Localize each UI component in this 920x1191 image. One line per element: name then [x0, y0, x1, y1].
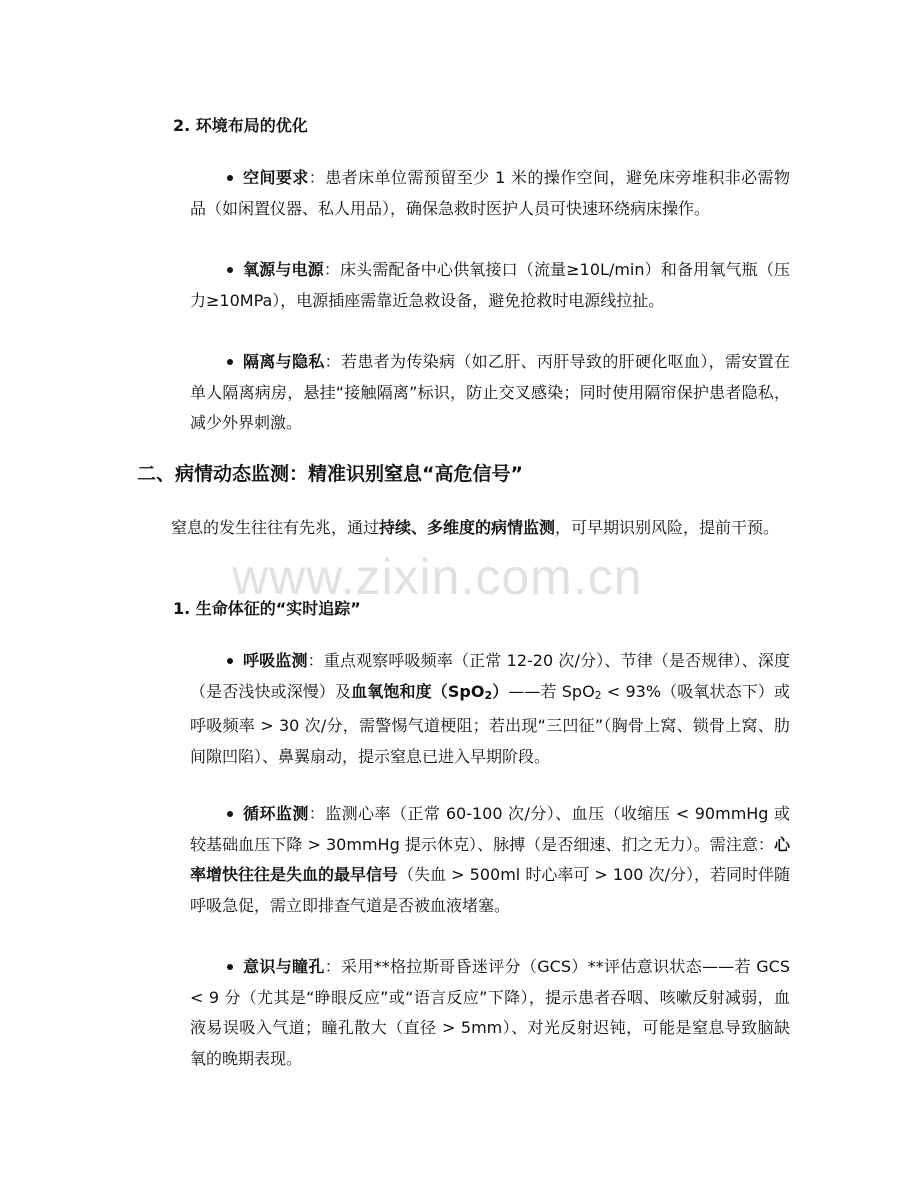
item-text: ：若患者为传染病（如乙肝、丙肝导致的肝硬化呕血），需安置在单人隔离病房，悬挂“接触隔离”标识，防止交叉感染；同时使用隔帘保护患者隐私，减少外界刺激。 — [190, 352, 790, 432]
subscript: 2 — [594, 688, 602, 702]
bullet-icon — [227, 811, 233, 817]
item-label: 呼吸监测 — [243, 651, 308, 670]
item-text: （失血 > 500ml 时心率可 > 100 次/分），若同时伴随呼吸急促，需立即排查气道是否被血液堵塞。 — [190, 865, 790, 915]
list-item — [190, 255, 790, 316]
list-item — [190, 347, 790, 439]
list-item — [190, 799, 790, 921]
item-label: 意识与瞳孔 — [243, 957, 325, 976]
item-text: ：患者床单位需预留至少 1 米的操作空间，避免床旁堆积非必需物品（如闲置仪器、私人用品），确保急救时医护人员可快速环绕病床操作。 — [190, 168, 790, 218]
item-bold: 心率增快往往是失血的最早信号 — [190, 834, 790, 884]
item-text: ——若 SpO — [508, 681, 595, 701]
intro-paragraph — [137, 513, 788, 544]
list-item — [190, 646, 790, 772]
list-item — [190, 952, 790, 1074]
section-title: 二、病情动态监测：精准识别窒息“高危信号” — [137, 463, 523, 485]
bullet-icon — [227, 175, 233, 181]
bullet-icon — [227, 267, 233, 273]
intro-text: 窒息的发生往往有先兆，通过 — [171, 518, 380, 537]
list-item — [190, 163, 790, 224]
bullet-icon — [227, 658, 233, 664]
item-label: 氧源与电源 — [243, 260, 324, 279]
intro-bold: 持续、多维度的病情监测 — [379, 518, 556, 537]
intro-text-end: ，可早期识别风险，提前干预。 — [555, 518, 780, 537]
item-text: ：采用**格拉斯哥昏迷评分（GCS）**评估意识状态——若 GCS < 9 分（尤其是“睁眼反应”或“语言反应”下降），提示患者吞咽、咳嗽反射减弱，血液易误吸入气道；瞳孔散大（直径 > 5mm）、对光反射迟钝，可能是窒息导致脑缺氧的晚期表现。 — [190, 957, 790, 1068]
item-label: 循环监测 — [243, 804, 309, 823]
watermark: www.zixin.com.cn — [232, 549, 643, 605]
bullet-icon — [227, 359, 233, 365]
item-label: 隔离与隐私 — [243, 352, 325, 371]
item-text: ：床头需配备中心供氧接口（流量≥10L/min）和备用氧气瓶（压力≥10MPa），电源插座需靠近急救设备，避免抢救时电源线拉扯。 — [190, 260, 790, 310]
item-label: 空间要求 — [243, 168, 309, 187]
item-text: ：重点观察呼吸频率（正常 12-20 次/分）、节律（是否规律）、深度（是否浅快或深慢）及 — [190, 651, 790, 701]
item-text: < 93%（吸氧状态下）或呼吸频率 > 30 次/分，需警惕气道梗阻；若出现“三凹征”（胸骨上窝、锁骨上窝、肋间隙凹陷）、鼻翼扇动，提示窒息已进入早期阶段。 — [190, 681, 790, 766]
item-text: ：监测心率（正常 60-100 次/分）、血压（收缩压 < 90mmHg 或较基础血压下降 > 30mmHg 提示休克）、脉搏（是否细速、扪之无力）。需注意： — [190, 804, 790, 854]
heading-vital-signs: 1. 生命体征的“实时追踪” — [173, 599, 361, 618]
item-bold: 血氧饱和度（SpO$_2$） — [351, 681, 509, 702]
heading-environment-layout: 2. 环境布局的优化 — [173, 116, 308, 135]
bullet-icon — [227, 964, 233, 970]
